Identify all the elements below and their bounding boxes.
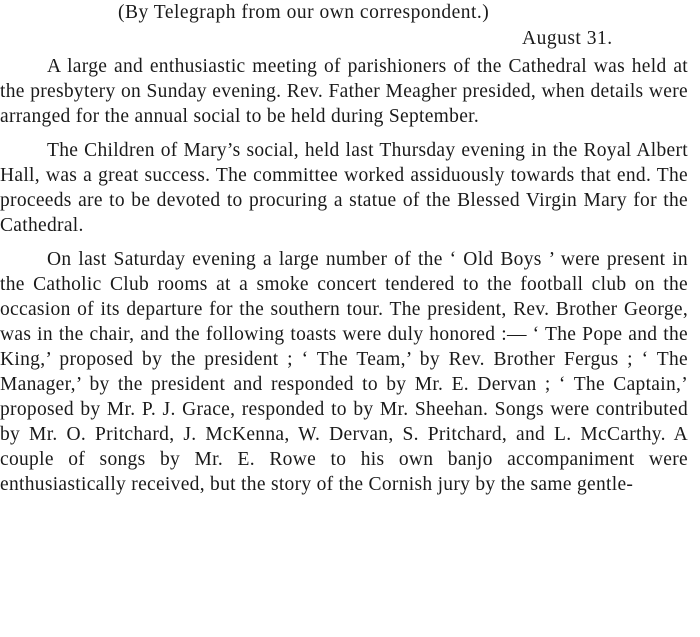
dateline: (By Telegraph from our own correspondent.) — [118, 2, 490, 23]
paragraph-cathedral-meeting: A large and enthusiastic meeting of parishioners of the Cathedral was held at the presbytery on Sunday evening. Rev. Father Meagher presided, when details were arranged for the annual social to be held during September. — [0, 56, 688, 127]
article-date: August 31. — [522, 28, 613, 49]
paragraph-old-boys-smoke-concert: On last Saturday evening a large number of the ‘ Old Boys ’ were present in the Catholic Club rooms at a smoke concert tendered to the football club on the occasion of its departure for the southern tour. The president, Rev. Brother George, was in the chair, and the following toasts were duly honored :— ‘ The Pope and the King,’ proposed by the president ; ‘ The Team,’ by Rev. Brother Fergus ; ‘ The Manager,’ by the president and responded to by Mr. E. Dervan ; ‘ The Captain,’ proposed by Mr. P. J. Grace, responded to by Mr. Sheehan. Songs were contributed by Mr. O. Pritchard, J. McKenna, W. Dervan, S. Pritchard, and L. McCarthy. A couple of songs by Mr. E. Rowe to his own banjo accompaniment were enthusiastically received, but the story of the Cornish jury by the same gentle- — [0, 249, 688, 495]
paragraph-children-of-mary-social: The Children of Mary’s social, held last Thursday evening in the Royal Albert Hall, was a great success. The committee worked assiduously towards that end. The proceeds are to be devoted to procuring a statue of the Blessed Virgin Mary for the Cathedral. — [0, 140, 688, 236]
article-body — [0, 54, 688, 497]
